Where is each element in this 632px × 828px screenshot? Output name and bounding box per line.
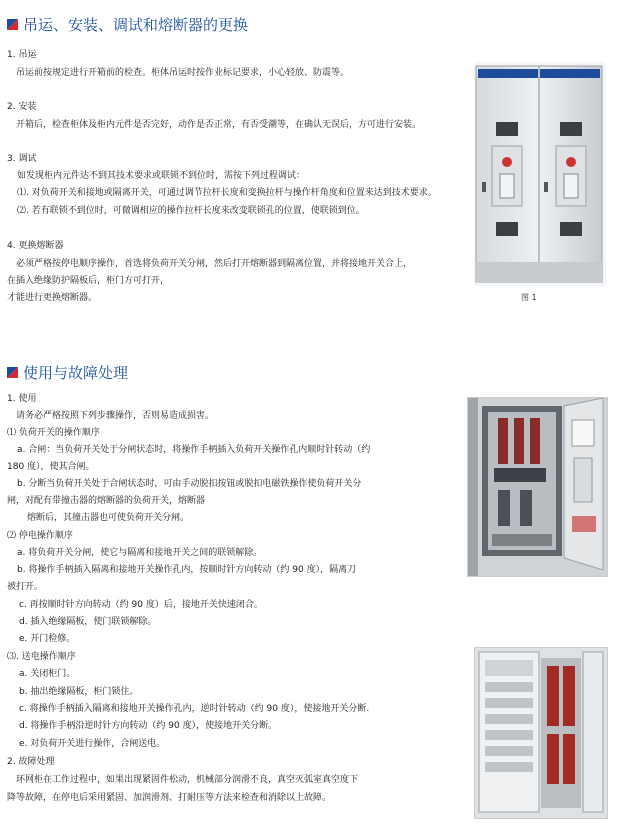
s2-line: 2. 故障处理 xyxy=(7,757,55,767)
s2-line: 1. 使用 xyxy=(7,394,37,404)
s2-line: ⑶. 送电操作顺序 xyxy=(7,652,76,662)
s1-line: 在插入绝缘防护隔板后，柜门方可打开， xyxy=(7,276,170,286)
s2-line: 被打开。 xyxy=(7,582,44,592)
s1-line: 2. 安装 xyxy=(7,102,37,112)
s2-line: c. 再按顺时针方向转动（约 90 度）后，接地开关快速闭合。 xyxy=(19,600,263,610)
s2-line: a. 将负荷开关分闸，使它与隔离和接地开关之间的联锁解除。 xyxy=(17,548,263,558)
s2-line: e. 对负荷开关进行操作，合闸送电。 xyxy=(19,739,166,749)
s2-line: b. 分断当负荷开关处于合闸状态时，可由手动脱扣按钮或脱扣电磁铁操作使负荷开关分 xyxy=(17,479,362,489)
s2-line: 降等故障，在停电后采用紧固、加润滑剂、打耐压等方法来检查和消除以上故障。 xyxy=(7,793,332,803)
figure-label: 图 1 xyxy=(521,293,537,302)
cabinet-photo-2 xyxy=(467,397,608,577)
s2-line: a. 合闸：当负荷开关处于分闸状态时，将操作手柄插入负荷开关操作孔内顺时针转动（约 xyxy=(17,445,371,455)
s1-line: ⑴. 对负荷开关和接地或隔离开关，可通过调节拉杆长度和变换拉杆与操作杆角度和位置来达到技术要求。 xyxy=(17,188,437,198)
s2-line: ⑵ 停电操作顺序 xyxy=(7,531,73,541)
s1-line: 1. 吊运 xyxy=(7,50,37,60)
s1-line: 吊运前按规定进行开箱前的检查。柜体吊运时按作业标记要求，小心轻放、防震等。 xyxy=(16,68,350,78)
section-title-1: 吊运、安装、调试和熔断器的更换 xyxy=(7,14,248,35)
s2-line: b. 将操作手柄插入隔离和接地开关操作孔内，按顺时针方向转动（约 90 度），隔离刀 xyxy=(17,565,357,575)
s1-line: ⑵. 若有联锁不到位时，可微调相应的操作拉杆长度来改变联锁孔的位置，使联锁到位。 xyxy=(17,206,365,216)
s2-line: 熔断后，其撞击器也可使负荷开关分闸。 xyxy=(27,513,190,523)
s2-line: d. 插入绝缘隔板，使门联锁解除。 xyxy=(19,617,157,627)
s2-line: d. 将操作手柄沿逆时针方向转动（约 90 度），使接地开关分断。 xyxy=(19,721,278,731)
s1-line: 4. 更换熔断器 xyxy=(7,241,64,251)
s1-line: 才能进行更换熔断器。 xyxy=(7,293,98,303)
s2-line: e. 开门检修。 xyxy=(19,634,76,644)
s1-line: 3. 调试 xyxy=(7,154,37,164)
s2-line: c. 将操作手柄插入隔离和接地开关操作孔内，逆时针转动（约 90 度），使接地开关分断. xyxy=(19,704,370,714)
cabinet-photo-1 xyxy=(474,62,606,286)
title-marker-icon xyxy=(7,19,18,30)
s2-line: 环网柜在工作过程中，如果出现紧固件松动，机械部分润滑不良，真空灭弧室真空度下 xyxy=(16,775,359,785)
s2-line: 闸，对配有带撞击器的熔断器的负荷开关，熔断器 xyxy=(7,496,206,506)
s2-line: 请务必严格按照下列步骤操作，否则易造成损害。 xyxy=(16,411,215,421)
s1-line: 开箱后，检查柜体及柜内元件是否完好，动作是否正常，有否受潮等，在确认无误后，方可进行安装。 xyxy=(16,120,422,130)
s2-line: 180 度），使其合闸。 xyxy=(7,462,95,472)
section-title-2: 使用与故障处理 xyxy=(7,362,128,383)
s1-line: 必须严格按停电顺序操作，首选将负荷开关分闸，然后打开熔断器到隔离位置，并将接地开关合上， xyxy=(16,259,413,269)
title-marker-icon xyxy=(7,367,18,378)
s2-line: b. 抽出绝缘隔板，柜门锁住。 xyxy=(19,687,139,697)
cabinet-photo-3 xyxy=(474,647,608,819)
s1-line: 如发现柜内元件达不到其技术要求或联锁不到位时，需按下列过程调试： xyxy=(17,171,306,181)
s2-line: ⑴ 负荷开关的操作顺序 xyxy=(7,428,100,438)
s2-line: a. 关闭柜门。 xyxy=(19,669,76,679)
